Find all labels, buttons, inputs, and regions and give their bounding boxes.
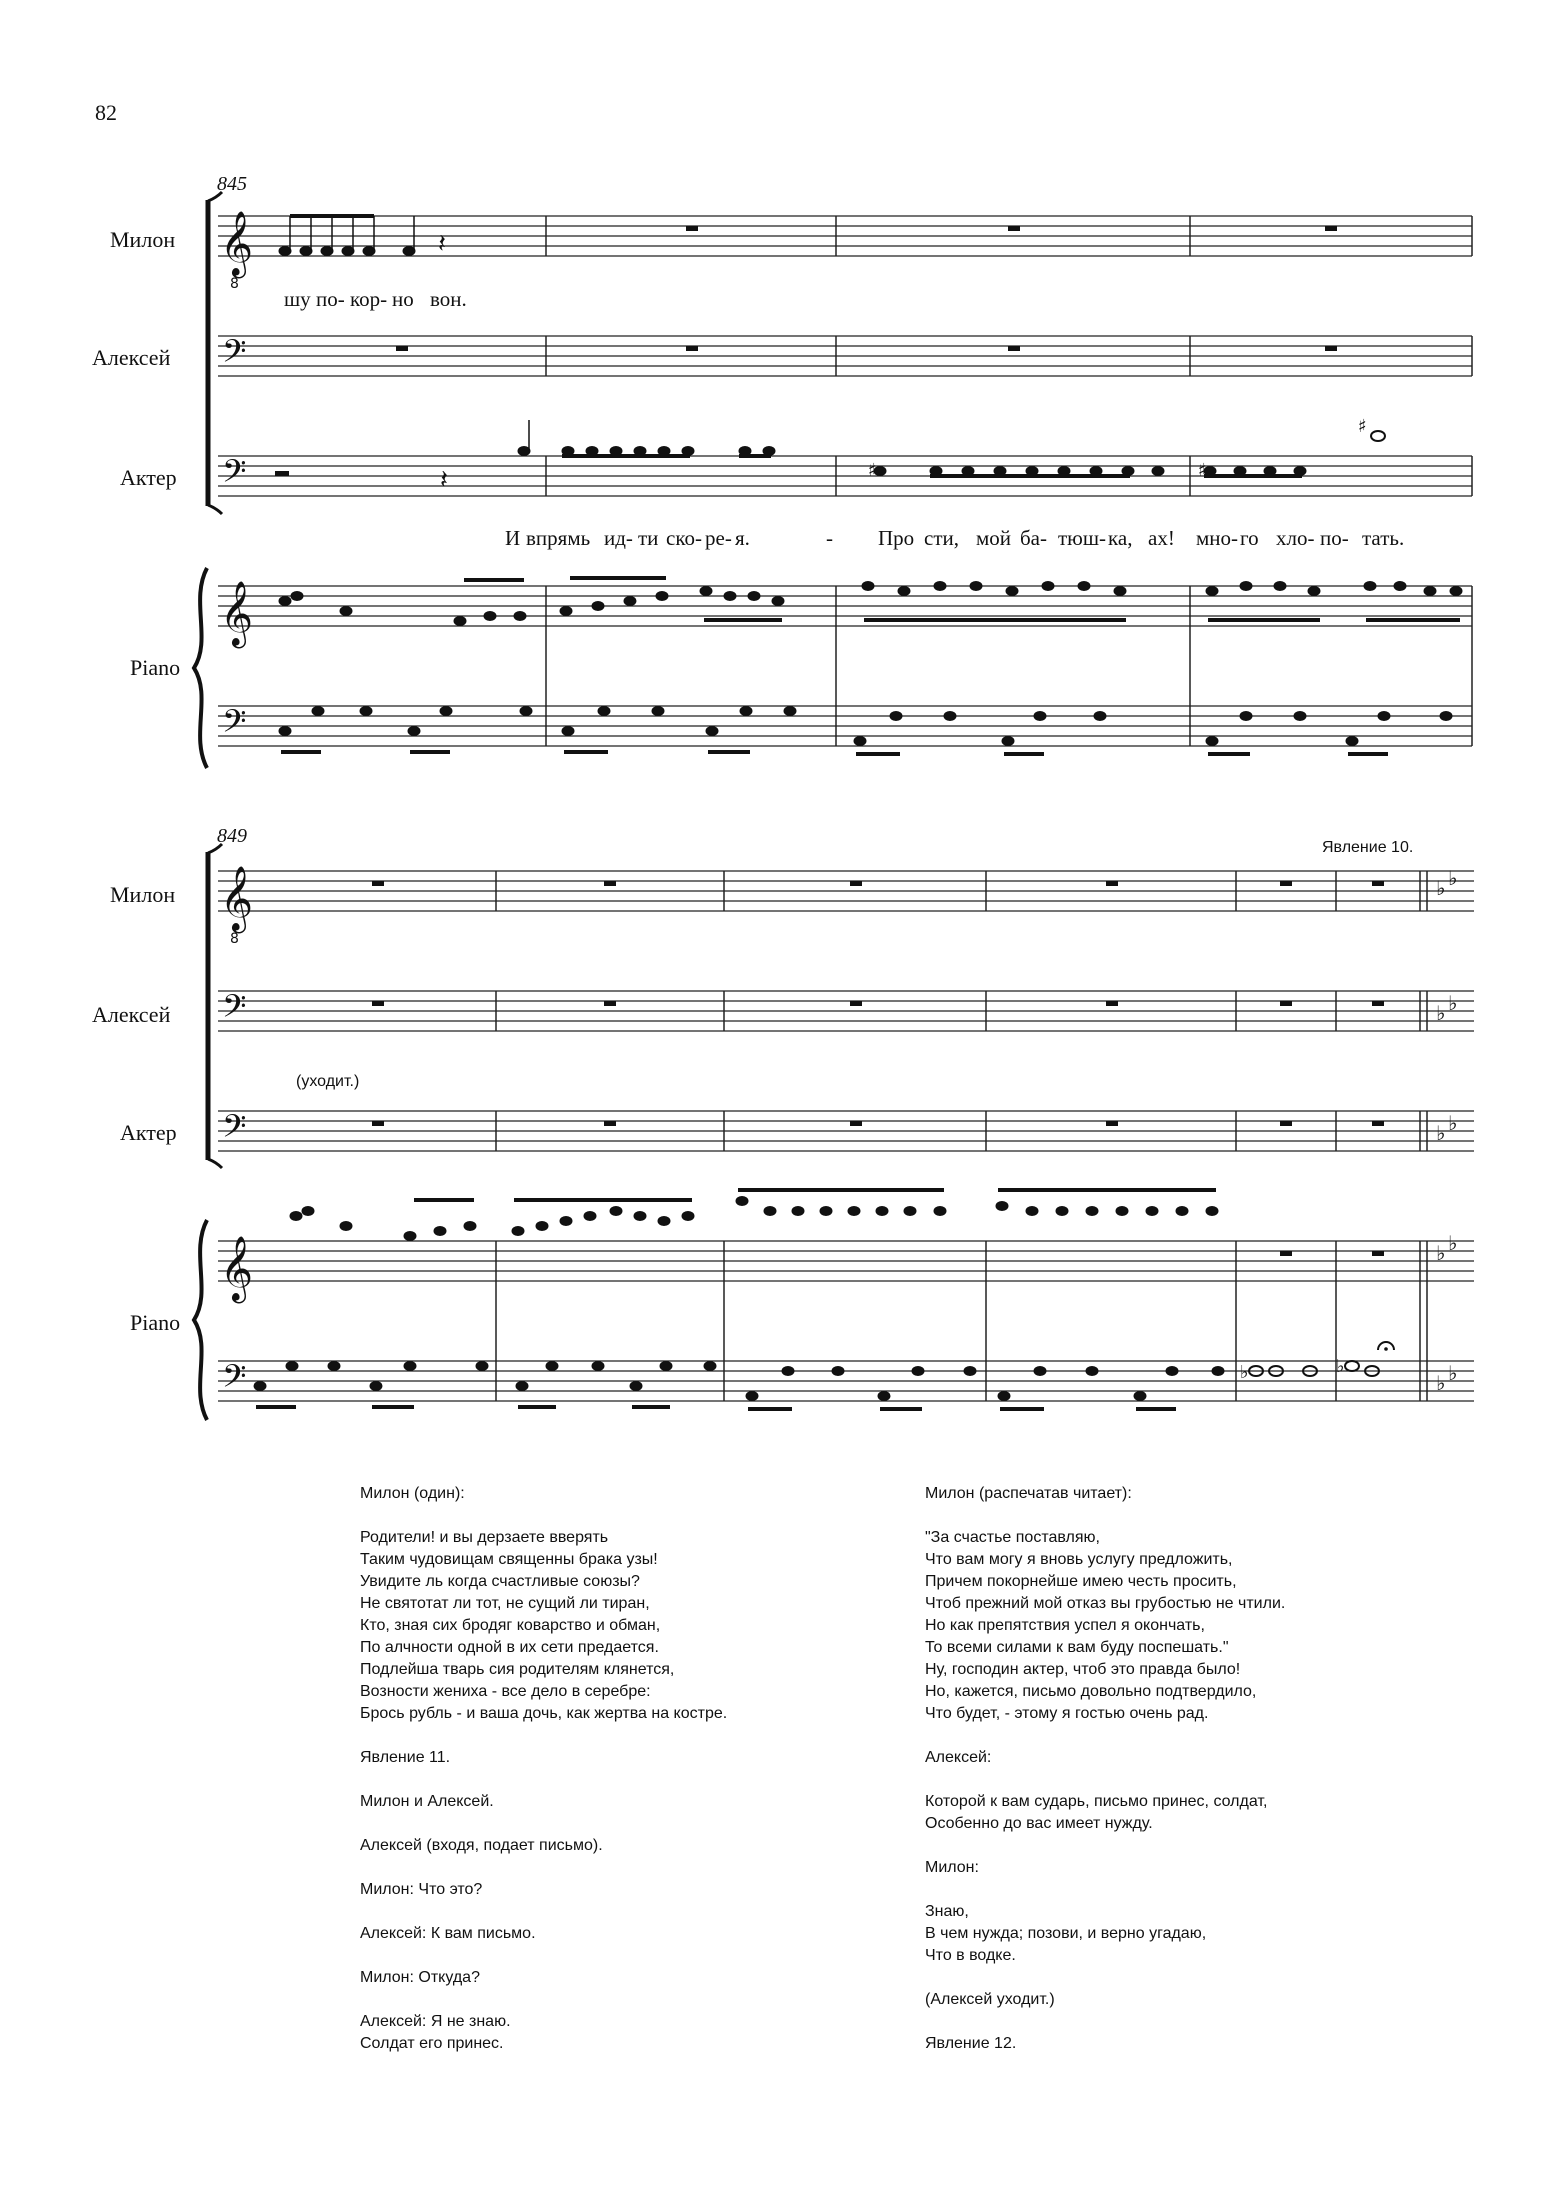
bass-clef-icon: 𝄢: [222, 1108, 247, 1152]
svg-text:шу: шу: [284, 287, 311, 311]
svg-text:ти: ти: [638, 526, 659, 550]
svg-text:сти,: сти,: [924, 526, 959, 550]
libretto-line: Знаю, В чем нужда; позови, и верно угадаю, Что в водке.: [925, 1903, 1207, 1964]
libretto-stage-direction: (Алексей уходит.): [925, 1991, 1055, 2008]
treble-clef-icon: 𝄞: [220, 866, 254, 931]
svg-text:♭: ♭: [1436, 1371, 1446, 1395]
notes-piano-rh-849-852: [290, 1188, 1218, 1241]
svg-text:♭: ♭: [1448, 1361, 1458, 1385]
piano-brace: [194, 568, 207, 768]
libretto-line: Алексей: К вам письмо.: [360, 1925, 536, 1942]
svg-text:И: И: [505, 526, 521, 550]
libretto-verse: Родители! и вы дерзаете вверять Таким чудовищам священны брака узы! Увидите ль когда счастливые союзы? Не святотат ли тот, не сущий ли тиран, Кто, зная сих бродяг коварство и обман, По алчности одной в их сети предается. Подлейша тварь сия родителям клянется, Возности жениха - все дело в серебре: Брось рубль - и ваша дочь, как жертва на костре.: [360, 1529, 728, 1722]
svg-text:♯: ♯: [1358, 416, 1367, 437]
part-label-piano: Piano: [130, 655, 181, 680]
treble-clef-icon: 𝄞: [220, 1236, 254, 1301]
libretto-line: Которой к вам сударь, письмо принес, солдат, Особенно до вас имеет нужду.: [925, 1793, 1268, 1832]
svg-text:но: но: [392, 287, 414, 311]
svg-text:♭: ♭: [1336, 1356, 1345, 1377]
bass-clef-icon: 𝄢: [222, 988, 247, 1032]
svg-text:ах!: ах!: [1148, 526, 1175, 550]
svg-text:8: 8: [230, 931, 239, 947]
libretto-line: Милон: Откуда?: [360, 1969, 480, 1986]
measure-number-845: 845: [217, 173, 247, 195]
svg-text:кор-: кор-: [350, 287, 388, 311]
libretto-line: Милон: Что это?: [360, 1881, 483, 1898]
part-label-akter: Актер: [120, 1120, 177, 1145]
staff-aleksey-2: [218, 988, 1474, 1032]
libretto-stage-direction: Алексей (входя, подает письмо).: [360, 1837, 603, 1854]
svg-text:мно-: мно-: [1196, 526, 1239, 550]
part-label-aleksey: Алексей: [92, 345, 171, 370]
svg-text:вон.: вон.: [430, 287, 467, 311]
piano-brace: [194, 1220, 207, 1420]
barlines-system-2: [496, 871, 1427, 1401]
svg-text:𝄽: 𝄽: [438, 229, 446, 259]
part-label-milon: Милон: [110, 227, 176, 252]
svg-text:ба-: ба-: [1020, 526, 1047, 550]
svg-text:Про: Про: [878, 526, 915, 550]
whole-rests-system-1: [275, 226, 1337, 476]
lyrics-akter-845-848: [505, 526, 1404, 550]
staff-piano-treble-2: [218, 1236, 1474, 1303]
svg-text:-: -: [826, 526, 833, 550]
libretto-line: Алексей: Я не знаю. Солдат его принес.: [360, 2013, 511, 2052]
libretto-heading: Милон (один):: [360, 1485, 465, 1502]
part-label-aleksey: Алексей: [92, 1002, 171, 1027]
svg-text:тать.: тать.: [1362, 526, 1405, 550]
svg-text:тюш-: тюш-: [1058, 526, 1107, 550]
libretto-line: Милон и Алексей.: [360, 1793, 494, 1810]
bass-clef-icon: 𝄢: [222, 1358, 247, 1402]
staff-piano-bass-1: [218, 703, 1472, 747]
part-label-akter: Актер: [120, 465, 177, 490]
score-system-1: [92, 173, 1472, 768]
libretto-scene-heading: Явление 11.: [360, 1749, 451, 1766]
svg-text:♯: ♯: [1198, 460, 1207, 481]
bass-clef-icon: 𝄢: [222, 703, 247, 747]
svg-text:по-: по-: [316, 287, 345, 311]
notes-piano-lh-845-848: [279, 707, 1452, 757]
staff-akter-2: [218, 1108, 1474, 1152]
svg-text:ско-: ско-: [666, 526, 702, 550]
svg-text:я.: я.: [735, 526, 750, 550]
measure-number-849: 849: [217, 825, 247, 847]
libretto-speaker: Милон:: [925, 1859, 979, 1876]
libretto-letter: "За счастье поставляю, Что вам могу я вновь услугу предложить, Причем покорнейше имею честь просить, Чтоб прежний мой отказ вы грубостью не чтили. Но как препятствия успел я окончать, То всеми силами к вам буду поспешать." Ну, господин актер, чтоб это правда было! Но, кажется, письмо довольно подтвердило, Что будет, - этому я гостью очень рад.: [925, 1529, 1286, 1722]
svg-text:♭: ♭: [1436, 1241, 1446, 1265]
libretto-speaker: Алексей:: [925, 1749, 992, 1766]
svg-text:♭: ♭: [1448, 1111, 1458, 1135]
svg-text:♭: ♭: [1436, 1001, 1446, 1025]
svg-text:♭: ♭: [1240, 1362, 1249, 1383]
libretto-heading: Милон (распечатав читает):: [925, 1485, 1132, 1502]
svg-text:ид-: ид-: [604, 526, 633, 550]
page-number: 82: [95, 100, 117, 125]
treble-clef-icon: 𝄞: [220, 211, 254, 276]
svg-text:♭: ♭: [1436, 1121, 1446, 1145]
svg-text:впрямь: впрямь: [526, 526, 591, 550]
svg-text:по-: по-: [1320, 526, 1349, 550]
staff-milon-2: [218, 866, 1474, 947]
svg-text:♭: ♭: [1448, 991, 1458, 1015]
svg-text:8: 8: [230, 276, 239, 292]
lh-pattern-845: [279, 707, 1452, 757]
staff-piano-treble-1: [218, 581, 1472, 648]
libretto-scene-heading: Явление 12.: [925, 2035, 1017, 2052]
scene-marking: Явление 10.: [1322, 839, 1414, 856]
lyrics-milon-845: [284, 287, 467, 311]
libretto-column-right: [925, 1483, 1445, 2077]
treble-clef-icon: 𝄞: [220, 581, 254, 646]
svg-text:♭: ♭: [1436, 876, 1446, 900]
svg-text:хло-: хло-: [1276, 526, 1315, 550]
part-label-milon: Милон: [110, 882, 176, 907]
bass-clef-icon: 𝄢: [222, 453, 247, 497]
svg-text:ка,: ка,: [1108, 526, 1133, 550]
bass-clef-icon: 𝄢: [222, 333, 247, 377]
notes-piano-rh-845-848: [279, 576, 1462, 626]
svg-text:♭: ♭: [1448, 866, 1458, 890]
score-system-2: [92, 825, 1474, 1420]
svg-text:мой: мой: [976, 526, 1012, 550]
libretto-column-left: [360, 1483, 880, 2077]
svg-text:ре-: ре-: [705, 526, 732, 550]
barlines-system-1: [546, 216, 1472, 746]
stage-direction: (уходит.): [296, 1073, 360, 1090]
staff-aleksey-1: [218, 333, 1472, 377]
part-label-piano: Piano: [130, 1310, 181, 1335]
svg-text:♭: ♭: [1448, 1231, 1458, 1255]
svg-text:𝄽: 𝄽: [440, 465, 448, 495]
svg-text:♯: ♯: [868, 460, 877, 481]
svg-text:го: го: [1240, 526, 1259, 550]
